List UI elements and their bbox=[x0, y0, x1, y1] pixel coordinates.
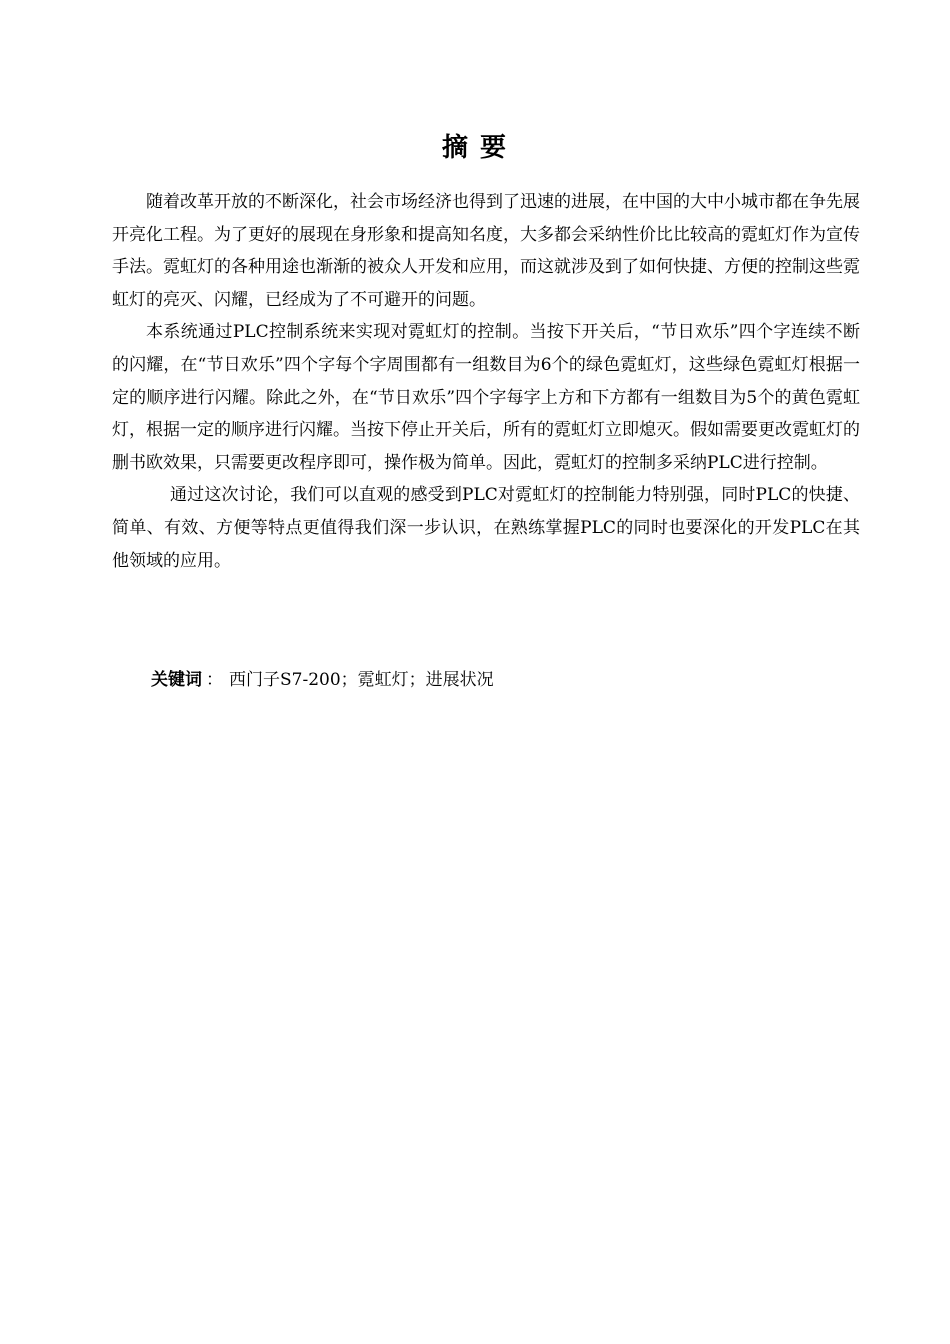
abstract-body bbox=[112, 186, 860, 577]
keywords-value: 西门子S7-200；霓虹灯；进展状况 bbox=[229, 670, 494, 690]
abstract-paragraph-1: 随着改革开放的不断深化，社会市场经济也得到了迅速的进展，在中国的大中小城市都在争先展开亮化工程。为了更好的展现在身形象和提高知名度，大多都会采纳性价比比较高的霓虹灯作为宣传手法。霓虹灯的各种用途也渐渐的被众人开发和应用，而这就涉及到了如何快捷、方便的控制这些霓虹灯的亮灭、闪耀，已经成为了不可避开的问题。 bbox=[112, 192, 860, 310]
keywords-label: 关键词 bbox=[151, 670, 202, 690]
keywords-separator: ： bbox=[206, 670, 223, 690]
abstract-title: 摘要 bbox=[441, 133, 518, 163]
abstract-paragraph-2: 本系统通过PLC控制系统来实现对霓虹灯的控制。当按下开关后，“节日欢乐”四个字连续不断的闪耀，在“节日欢乐”四个字每个字周围都有一组数目为6个的绿色霓虹灯，这些绿色霓虹灯根据一定的顺序进行闪耀。除此之外，在“节日欢乐”四个字每字上方和下方都有一组数目为5个的黄色霓虹灯，根据一定的顺序进行闪耀。当按下停止开关后，所有的霓虹灯立即熄灭。假如需要更改霓虹灯的删书欧效果，只需要更改程序即可，操作极为简单。因此，霓虹灯的控制多采纳PLC进行控制。 bbox=[112, 322, 860, 473]
abstract-paragraph-3: 通过这次讨论，我们可以直观的感受到PLC对霓虹灯的控制能力特别强，同时PLC的快捷、简单、有效、方便等特点更值得我们深一步认识，在熟练掌握PLC的同时也要深化的开发PLC在其他领域的应用。 bbox=[112, 485, 860, 571]
keywords-line bbox=[151, 664, 494, 696]
